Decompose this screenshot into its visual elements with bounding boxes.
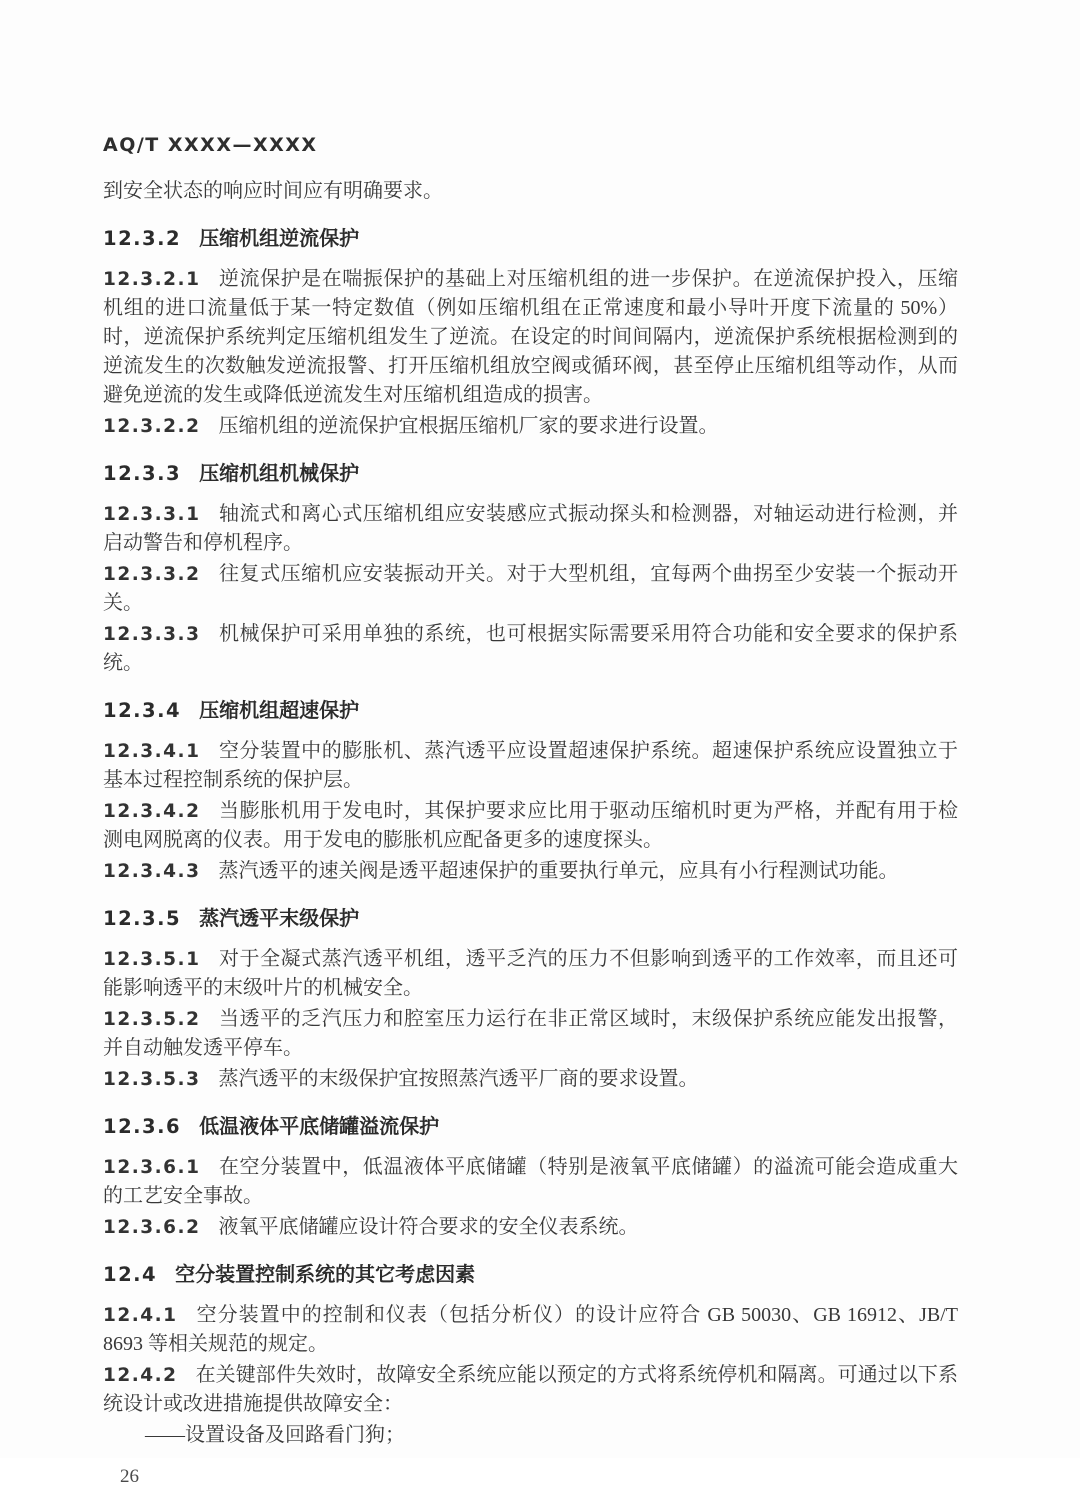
dash-list-item: ——设置设备及回路看门狗；: [145, 1424, 405, 1446]
clause-number: 12.3.4.3: [103, 861, 201, 882]
clause-paragraph: [103, 737, 958, 795]
clause-text: 空分装置中的膨胀机、蒸汽透平应设置超速保护系统。超速保护系统应设置独立于基本过程控制系统的保护层。: [103, 740, 958, 791]
body-paragraph: 到安全状态的响应时间应有明确要求。: [103, 180, 443, 202]
clause-number: 12.4.1: [103, 1305, 178, 1326]
clause-text: 逆流保护是在喘振保护的基础上对压缩机组的进一步保护。在逆流保护投入，压缩机组的进口流量低于某一特定数值（例如压缩机组在正常速度和最小导叶开度下流量的 50%）时，逆流保护系统判定压缩机组发生了逆流。在设定的时间间隔内，逆流保护系统根据检测到的逆流发生的次数触发逆流报警、打开压缩机组放空阀或循环阀，甚至停止压缩机组等动作，从而避免逆流的发生或降低逆流发生对压缩机组造成的损害。: [103, 268, 958, 406]
section-title: 压缩机组逆流保护: [199, 226, 360, 250]
section-number: 12.3.3: [103, 462, 182, 485]
document-body: [103, 177, 958, 1450]
section-heading: [103, 904, 958, 933]
clause-paragraph: [103, 945, 958, 1003]
section-number: 12.3.2: [103, 227, 182, 250]
section-title: 压缩机组超速保护: [199, 698, 360, 722]
clause-number: 12.3.3.3: [103, 624, 201, 645]
page-number: 26: [120, 1466, 139, 1487]
clause-number: 12.3.3.2: [103, 564, 201, 585]
clause-text: 液氧平底储罐应设计符合要求的安全仪表系统。: [218, 1216, 639, 1238]
clause-number: 12.3.2.1: [103, 269, 201, 290]
clause-text: 蒸汽透平的速关阀是透平超速保护的重要执行单元，应具有小行程测试功能。: [218, 860, 899, 882]
clause-paragraph: [103, 412, 958, 441]
clause-text: 蒸汽透平的末级保护宜按照蒸汽透平厂商的要求设置。: [218, 1068, 699, 1090]
section-heading: [103, 459, 958, 488]
clause-text: 机械保护可采用单独的系统，也可根据实际需要采用符合功能和安全要求的保护系统。: [103, 623, 958, 674]
section-heading: [103, 1112, 958, 1141]
clause-number: 12.4.2: [103, 1365, 178, 1386]
clause-number: 12.3.5.2: [103, 1009, 201, 1030]
clause-number: 12.3.2.2: [103, 416, 201, 437]
clause-paragraph: [103, 560, 958, 618]
clause-paragraph: [103, 500, 958, 558]
clause-number: 12.3.5.3: [103, 1069, 201, 1090]
section-number: 12.3.4: [103, 699, 182, 722]
clause-text: 轴流式和离心式压缩机组应安装感应式振动探头和检测器，对轴运动进行检测，并启动警告和停机程序。: [103, 503, 958, 554]
clause-paragraph: [103, 1153, 958, 1211]
clause-paragraph: [103, 1005, 958, 1063]
clause-number: 12.3.4.1: [103, 741, 201, 762]
section-title: 蒸汽透平末级保护: [199, 906, 360, 930]
section-number: 12.3.5: [103, 907, 182, 930]
section-title: 空分装置控制系统的其它考虑因素: [175, 1262, 476, 1286]
document-header: AQ/T XXXX—XXXX: [103, 134, 318, 156]
clause-number: 12.3.5.1: [103, 949, 201, 970]
clause-paragraph: [103, 1213, 958, 1242]
clause-text: 压缩机组的逆流保护宜根据压缩机厂家的要求进行设置。: [218, 415, 719, 437]
section-number: 12.3.6: [103, 1115, 182, 1138]
clause-paragraph: [103, 1065, 958, 1094]
clause-text: 在关键部件失效时，故障安全系统应能以预定的方式将系统停机和隔离。可通过以下系统设计或改进措施提供故障安全：: [103, 1364, 958, 1415]
clause-number: 12.3.3.1: [103, 504, 201, 525]
section-heading: [103, 696, 958, 725]
clause-paragraph: [103, 265, 958, 410]
clause-text: 当膨胀机用于发电时，其保护要求应比用于驱动压缩机时更为严格，并配有用于检测电网脱离的仪表。用于发电的膨胀机应配备更多的速度探头。: [103, 800, 958, 851]
section-heading: [103, 1260, 958, 1289]
clause-paragraph: [103, 1301, 958, 1359]
clause-paragraph: [103, 1361, 958, 1419]
section-title: 低温液体平底储罐溢流保护: [199, 1114, 440, 1138]
clause-text: 空分装置中的控制和仪表（包括分析仪）的设计应符合 GB 50030、GB 16912、JB/T 8693 等相关规范的规定。: [103, 1304, 958, 1355]
clause-number: 12.3.6.2: [103, 1217, 201, 1238]
clause-number: 12.3.4.2: [103, 801, 201, 822]
clause-number: 12.3.6.1: [103, 1157, 201, 1178]
clause-paragraph: [103, 797, 958, 855]
section-title: 压缩机组机械保护: [199, 461, 360, 485]
clause-text: 往复式压缩机应安装振动开关。对于大型机组，宜每两个曲拐至少安装一个振动开关。: [103, 563, 958, 614]
clause-paragraph: [103, 620, 958, 678]
clause-text: 当透平的乏汽压力和腔室压力运行在非正常区域时，末级保护系统应能发出报警，并自动触发透平停车。: [103, 1008, 958, 1059]
clause-text: 对于全凝式蒸汽透平机组，透平乏汽的压力不但影响到透平的工作效率，而且还可能影响透平的末级叶片的机械安全。: [103, 948, 958, 999]
clause-paragraph: [103, 857, 958, 886]
section-number: 12.4: [103, 1263, 158, 1286]
clause-text: 在空分装置中，低温液体平底储罐（特别是液氧平底储罐）的溢流可能会造成重大的工艺安全事故。: [103, 1156, 958, 1207]
section-heading: [103, 224, 958, 253]
